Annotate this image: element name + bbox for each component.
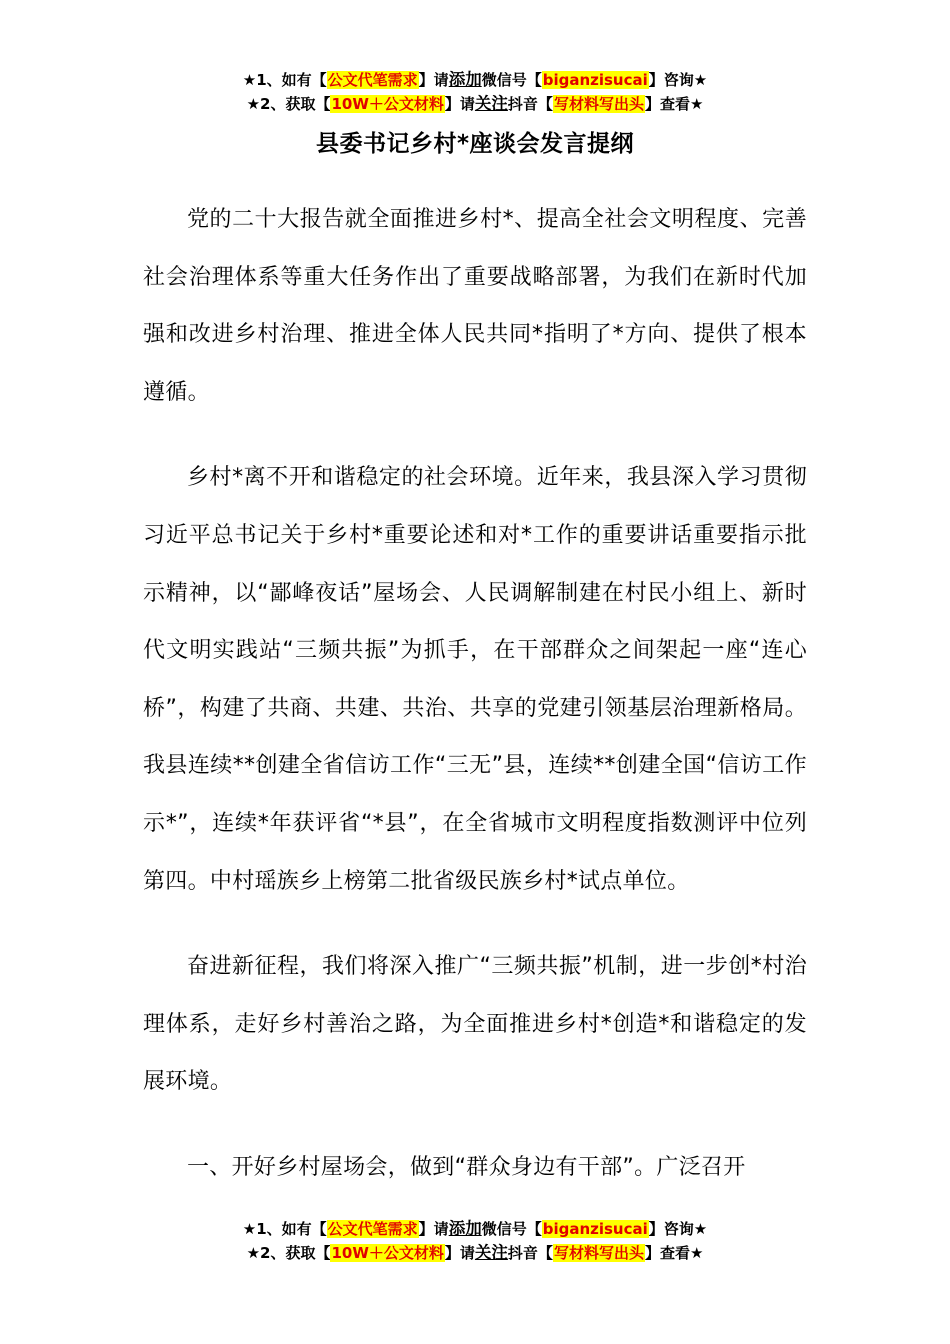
promo-text: 】咨询★: [648, 1220, 708, 1238]
document-body: [143, 191, 807, 1225]
promo-line-1: [0, 1217, 950, 1241]
promo-text: 】请: [418, 71, 449, 89]
promo-text: ★2、获取【: [246, 1244, 331, 1262]
promo-text: 抖音【: [507, 1244, 553, 1262]
promo-text: 微信号【: [481, 1220, 542, 1238]
promo-text: ★1、如有【: [242, 71, 327, 89]
promo-highlight-douyin-id: 写材料写出头: [553, 95, 644, 113]
promo-emphasis: 添加: [448, 70, 482, 89]
document-title: 县委书记乡村*座谈会发言提纲: [315, 131, 635, 157]
body-paragraph-section-heading: 一、开好乡村屋场会，做到“群众身边有干部”。广泛召开: [187, 1154, 746, 1180]
body-paragraph: 乡村*离不开和谐稳定的社会环境。近年来，我县深入学习贯彻习近平总书记关于乡村*重要论述和对*工作的重要讲话重要指示批示精神，以“鄙峰夜话”屋场会、人民调解制建在村民小组上、新时代文明实践站“三频共振”为抓手，在干部群众之间架起一座“连心桥”，构建了共商、共建、共治、共享的党建引领基层治理新格局。我县连续**创建全省信访工作“三无”县，连续**创建全国“信访工作示*”，连续*年获评省“*县”，在全省城市文明程度指数测评中位列第四。中村瑶族乡上榜第二批省级民族乡村*试点单位。: [143, 465, 807, 894]
promo-emphasis: 关注: [474, 94, 508, 113]
footer-promo-banner: [0, 1217, 950, 1265]
promo-text: 】咨询★: [648, 71, 708, 89]
promo-highlight: 10W＋公文材料: [331, 95, 444, 113]
promo-highlight-wechat-id: biganzisucai: [542, 1220, 648, 1238]
promo-text: 】请: [444, 95, 475, 113]
body-paragraph: 奋进新征程，我们将深入推广“三频共振”机制，进一步创*村治理体系，走好乡村善治之路，为全面推进乡村*创造*和谐稳定的发展环境。: [143, 954, 807, 1095]
promo-emphasis: 添加: [448, 1219, 482, 1238]
promo-line-1: [0, 68, 950, 92]
promo-text: 】请: [418, 1220, 449, 1238]
promo-text: ★1、如有【: [242, 1220, 327, 1238]
promo-highlight: 公文代笔需求: [327, 71, 418, 89]
promo-text: 】查看★: [644, 95, 704, 113]
promo-text: 】查看★: [644, 1244, 704, 1262]
header-promo-banner: [0, 68, 950, 116]
promo-text: 微信号【: [481, 71, 542, 89]
promo-highlight-douyin-id: 写材料写出头: [553, 1244, 644, 1262]
promo-highlight-wechat-id: biganzisucai: [542, 71, 648, 89]
body-paragraph: 党的二十大报告就全面推进乡村*、提高全社会文明程度、完善社会治理体系等重大任务作出了重要战略部署，为我们在新时代加强和改进乡村治理、推进全体人民共同*指明了*方向、提供了根本遵循。: [143, 207, 807, 405]
promo-text: 抖音【: [507, 95, 553, 113]
promo-line-2: [0, 92, 950, 116]
promo-highlight: 公文代笔需求: [327, 1220, 418, 1238]
promo-emphasis: 关注: [474, 1243, 508, 1262]
promo-text: ★2、获取【: [246, 95, 331, 113]
promo-line-2: [0, 1241, 950, 1265]
promo-highlight: 10W＋公文材料: [331, 1244, 444, 1262]
promo-text: 】请: [444, 1244, 475, 1262]
